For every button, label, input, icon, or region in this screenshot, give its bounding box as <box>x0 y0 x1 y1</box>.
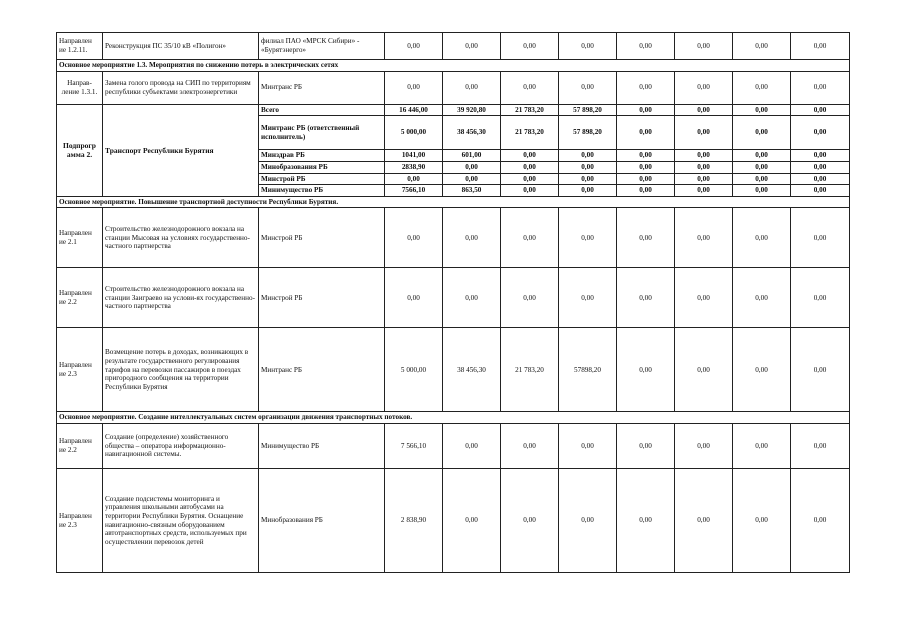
value-cell: 0,00 <box>675 208 733 268</box>
row-name: Строительство железнодорожного вокзала на станции Мысовая на условиях государственно-частного партнерства <box>103 208 259 268</box>
value-cell: 0,00 <box>443 161 501 173</box>
value-cell: 0,00 <box>675 71 733 104</box>
value-cell: 0,00 <box>675 424 733 469</box>
value-cell: 0,00 <box>791 116 850 150</box>
value-cell: 0,00 <box>385 71 443 104</box>
row-executor: филиал ПАО «МРСК Сибири» - «Бурятэнерго» <box>259 33 385 60</box>
value-cell: 0,00 <box>385 173 443 185</box>
value-cell: 0,00 <box>675 104 733 116</box>
value-cell: 0,00 <box>559 208 617 268</box>
value-cell: 0,00 <box>791 71 850 104</box>
value-cell: 0,00 <box>443 469 501 573</box>
row-code: Направ-ление 1.3.1. <box>57 71 103 104</box>
value-cell: 0,00 <box>501 185 559 197</box>
row-code: Направлен ие 1.2.11. <box>57 33 103 60</box>
budget-table <box>56 32 850 573</box>
value-cell: 0,00 <box>501 33 559 60</box>
value-cell: 0,00 <box>559 268 617 328</box>
value-cell: 0,00 <box>791 328 850 412</box>
value-cell: 2838,90 <box>385 161 443 173</box>
value-cell: 0,00 <box>385 268 443 328</box>
value-cell: 57 898,20 <box>559 116 617 150</box>
value-cell: 0,00 <box>559 185 617 197</box>
value-cell: 0,00 <box>733 185 791 197</box>
value-cell: 0,00 <box>443 71 501 104</box>
row-executor: Всего <box>259 104 385 116</box>
table-row <box>57 71 850 104</box>
value-cell: 0,00 <box>617 208 675 268</box>
value-cell: 0,00 <box>617 33 675 60</box>
value-cell: 0,00 <box>617 116 675 150</box>
value-cell: 0,00 <box>617 173 675 185</box>
value-cell: 21 783,20 <box>501 104 559 116</box>
value-cell: 0,00 <box>791 208 850 268</box>
value-cell: 0,00 <box>617 71 675 104</box>
value-cell: 0,00 <box>733 469 791 573</box>
row-code: Направлен ие 2.3 <box>57 328 103 412</box>
row-name: Реконструкция ПС 35/10 кВ «Полигон» <box>103 33 259 60</box>
value-cell: 1041,00 <box>385 150 443 162</box>
value-cell: 0,00 <box>559 424 617 469</box>
value-cell: 0,00 <box>675 185 733 197</box>
value-cell: 0,00 <box>385 33 443 60</box>
value-cell: 0,00 <box>675 150 733 162</box>
value-cell: 2 838,90 <box>385 469 443 573</box>
row-executor: Минтранс РБ (ответственный исполнитель) <box>259 116 385 150</box>
value-cell: 0,00 <box>617 469 675 573</box>
table-row <box>57 33 850 60</box>
value-cell: 0,00 <box>675 469 733 573</box>
value-cell: 0,00 <box>617 104 675 116</box>
value-cell: 0,00 <box>501 173 559 185</box>
row-executor: Минстрой РБ <box>259 268 385 328</box>
value-cell: 0,00 <box>501 71 559 104</box>
section-title: Основное мероприятие. Создание интеллектуальных систем организации движения транспортных потоков. <box>57 412 850 424</box>
value-cell: 57898,20 <box>559 328 617 412</box>
row-code: Направлен ие 2.2 <box>57 268 103 328</box>
value-cell: 0,00 <box>733 71 791 104</box>
row-executor: Минимущество РБ <box>259 185 385 197</box>
value-cell: 0,00 <box>617 161 675 173</box>
value-cell: 0,00 <box>501 424 559 469</box>
value-cell: 0,00 <box>443 173 501 185</box>
subprogram-code: Подпрогр амма 2. <box>57 104 103 196</box>
row-name: Строительство железнодорожного вокзала на станции Заиграево на услови-ях государственно-частного партнерства <box>103 268 259 328</box>
value-cell: 0,00 <box>559 150 617 162</box>
table-row <box>57 424 850 469</box>
value-cell: 0,00 <box>791 268 850 328</box>
row-executor: Минстрой РБ <box>259 173 385 185</box>
value-cell: 0,00 <box>733 208 791 268</box>
value-cell: 0,00 <box>559 33 617 60</box>
value-cell: 0,00 <box>791 161 850 173</box>
table-row <box>57 469 850 573</box>
value-cell: 39 920,80 <box>443 104 501 116</box>
value-cell: 0,00 <box>559 469 617 573</box>
value-cell: 0,00 <box>617 424 675 469</box>
value-cell: 0,00 <box>443 208 501 268</box>
value-cell: 0,00 <box>675 268 733 328</box>
value-cell: 0,00 <box>617 328 675 412</box>
section-header <box>57 412 850 424</box>
value-cell: 0,00 <box>501 469 559 573</box>
value-cell: 863,50 <box>443 185 501 197</box>
value-cell: 0,00 <box>559 173 617 185</box>
value-cell: 0,00 <box>443 33 501 60</box>
value-cell: 0,00 <box>501 150 559 162</box>
section-title: Основное мероприятие 1.3. Мероприятия по снижению потерь в электрических сетях <box>57 60 850 72</box>
value-cell: 0,00 <box>617 185 675 197</box>
value-cell: 5 000,00 <box>385 328 443 412</box>
table-row <box>57 268 850 328</box>
row-code: Направлен ие 2.1 <box>57 208 103 268</box>
value-cell: 0,00 <box>733 424 791 469</box>
value-cell: 0,00 <box>501 161 559 173</box>
subprogram-row <box>57 104 850 116</box>
section-header <box>57 196 850 208</box>
value-cell: 0,00 <box>675 161 733 173</box>
budget-table-page <box>56 32 849 573</box>
row-executor: Минтранс РБ <box>259 71 385 104</box>
row-executor: Минобразования РБ <box>259 161 385 173</box>
value-cell: 0,00 <box>617 268 675 328</box>
value-cell: 601,00 <box>443 150 501 162</box>
value-cell: 0,00 <box>617 150 675 162</box>
row-executor: Минобразования РБ <box>259 469 385 573</box>
table-row <box>57 328 850 412</box>
value-cell: 0,00 <box>733 161 791 173</box>
value-cell: 16 446,00 <box>385 104 443 116</box>
value-cell: 0,00 <box>791 33 850 60</box>
value-cell: 0,00 <box>443 268 501 328</box>
value-cell: 0,00 <box>733 268 791 328</box>
value-cell: 0,00 <box>675 33 733 60</box>
value-cell: 5 000,00 <box>385 116 443 150</box>
value-cell: 0,00 <box>559 71 617 104</box>
value-cell: 0,00 <box>791 104 850 116</box>
value-cell: 0,00 <box>443 424 501 469</box>
row-name: Создание (определение) хозяйственного общества – оператора информационно-навигационной системы. <box>103 424 259 469</box>
value-cell: 38 456,30 <box>443 116 501 150</box>
section-title: Основное мероприятие. Повышение транспортной доступности Республики Бурятия. <box>57 196 850 208</box>
value-cell: 0,00 <box>791 469 850 573</box>
value-cell: 0,00 <box>733 116 791 150</box>
row-executor: Минздрав РБ <box>259 150 385 162</box>
value-cell: 0,00 <box>791 173 850 185</box>
subprogram-name: Транспорт Республики Бурятия <box>103 104 259 196</box>
value-cell: 0,00 <box>733 173 791 185</box>
row-name: Замена голого провода на СИП по территориям республики субъектами электроэнергетики <box>103 71 259 104</box>
row-executor: Минимущество РБ <box>259 424 385 469</box>
row-name: Создание подсистемы мониторинга и управления школьными автобусами на территории Республики Бурятия. Оснащение навигационно-связным оборудованием автотранспортных средств, используемых при осуществлении перевозок детей <box>103 469 259 573</box>
value-cell: 0,00 <box>675 173 733 185</box>
value-cell: 0,00 <box>675 328 733 412</box>
value-cell: 0,00 <box>501 268 559 328</box>
row-executor: Минстрой РБ <box>259 208 385 268</box>
value-cell: 0,00 <box>385 208 443 268</box>
value-cell: 0,00 <box>733 104 791 116</box>
row-code: Направлен ие 2.3 <box>57 469 103 573</box>
value-cell: 7 566,10 <box>385 424 443 469</box>
value-cell: 0,00 <box>559 161 617 173</box>
value-cell: 21 783,20 <box>501 116 559 150</box>
value-cell: 0,00 <box>501 208 559 268</box>
value-cell: 7566,10 <box>385 185 443 197</box>
row-code: Направлен ие 2.2 <box>57 424 103 469</box>
value-cell: 57 898,20 <box>559 104 617 116</box>
value-cell: 0,00 <box>791 185 850 197</box>
value-cell: 0,00 <box>733 328 791 412</box>
value-cell: 0,00 <box>733 150 791 162</box>
value-cell: 0,00 <box>675 116 733 150</box>
value-cell: 21 783,20 <box>501 328 559 412</box>
row-name: Возмещение потерь в доходах, возникающих в результате государственного регулирования тарифов на перевозки пассажиров в поездах пригородного сообщения на территории Республики Бурятия <box>103 328 259 412</box>
value-cell: 0,00 <box>733 33 791 60</box>
row-executor: Минтранс РБ <box>259 328 385 412</box>
value-cell: 0,00 <box>791 424 850 469</box>
value-cell: 0,00 <box>791 150 850 162</box>
table-row <box>57 208 850 268</box>
value-cell: 38 456,30 <box>443 328 501 412</box>
section-header <box>57 60 850 72</box>
